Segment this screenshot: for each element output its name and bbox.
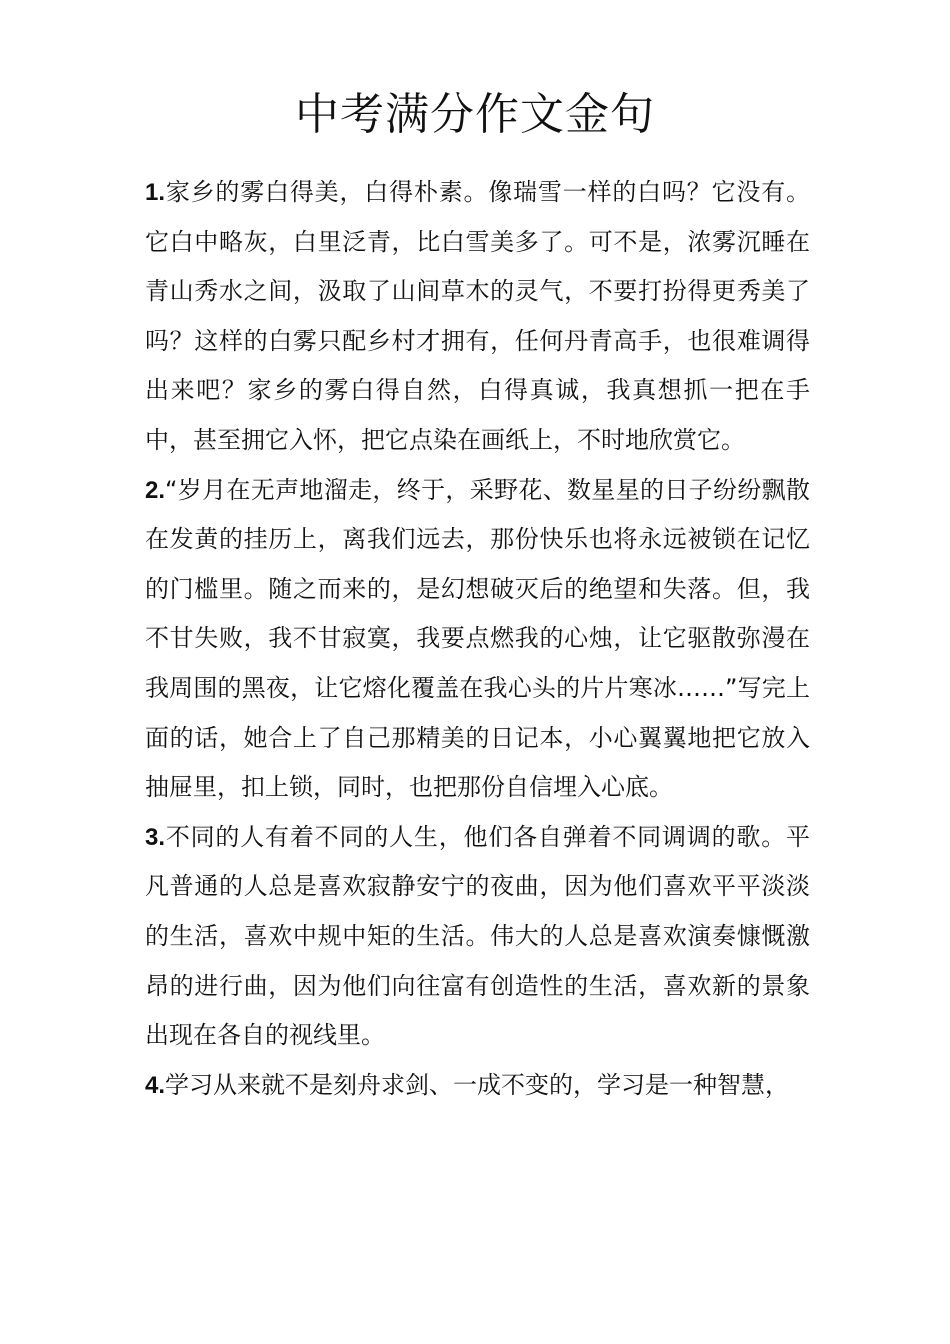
paragraph-3 xyxy=(145,813,810,1061)
paragraph-text: “岁月在无声地溜走，终于，采野花、数星星的日子纷纷飘散在发黄的挂历上，离我们远去，那份快乐也将永远被锁在记忆的门槛里。随之而来的，是幻想破灭后的绝望和失落。但，我不甘失败，我不甘寂寞，我要点燃我的心烛，让它驱散弥漫在我周围的黑夜，让它熔化覆盖在我心头的片片寒冰……”写完上面的话，她合上了自己那精美的日记本，小心翼翼地把它放入抽屉里，扣上锁，同时，也把那份自信埋入心底。 xyxy=(145,475,810,802)
paragraph-number: 2. xyxy=(145,476,166,504)
paragraph-number: 4. xyxy=(145,1071,166,1099)
paragraph-text: 家乡的雾白得美，白得朴素。像瑞雪一样的白吗？它没有。它白中略灰，白里泛青，比白雪美多了。可不是，浓雾沉睡在青山秀水之间，汲取了山间草木的灵气，不要打扮得更秀美了吗？这样的白雾只配乡村才拥有，任何丹青高手，也很难调得出来吧？家乡的雾白得自然，白得真诚，我真想抓一把在手中，甚至拥它入怀，把它点染在画纸上，不时地欣赏它。 xyxy=(145,178,810,454)
paragraph-text: 学习从来就不是刻舟求剑、一成不变的，学习是一种智慧， xyxy=(165,1070,790,1099)
paragraph-1 xyxy=(145,168,810,466)
paragraph-number: 1. xyxy=(145,179,166,206)
paragraph-number: 3. xyxy=(145,823,166,851)
paragraph-text: 不同的人有着不同的人生，他们各自弹着不同调调的歌。平凡普通的人总是喜欢寂静安宁的夜曲，因为他们喜欢平平淡淡的生活，喜欢中规中矩的生活。伟大的人总是喜欢演奏慷慨激昂的进行曲，因为他们向往富有创造性的生活，喜欢新的景象出现在各自的视线里。 xyxy=(145,822,810,1050)
document-body xyxy=(145,168,810,1110)
paragraph-2 xyxy=(145,466,810,813)
document-title: 中考满分作文金句 xyxy=(295,89,655,140)
paragraph-4 xyxy=(145,1061,810,1111)
